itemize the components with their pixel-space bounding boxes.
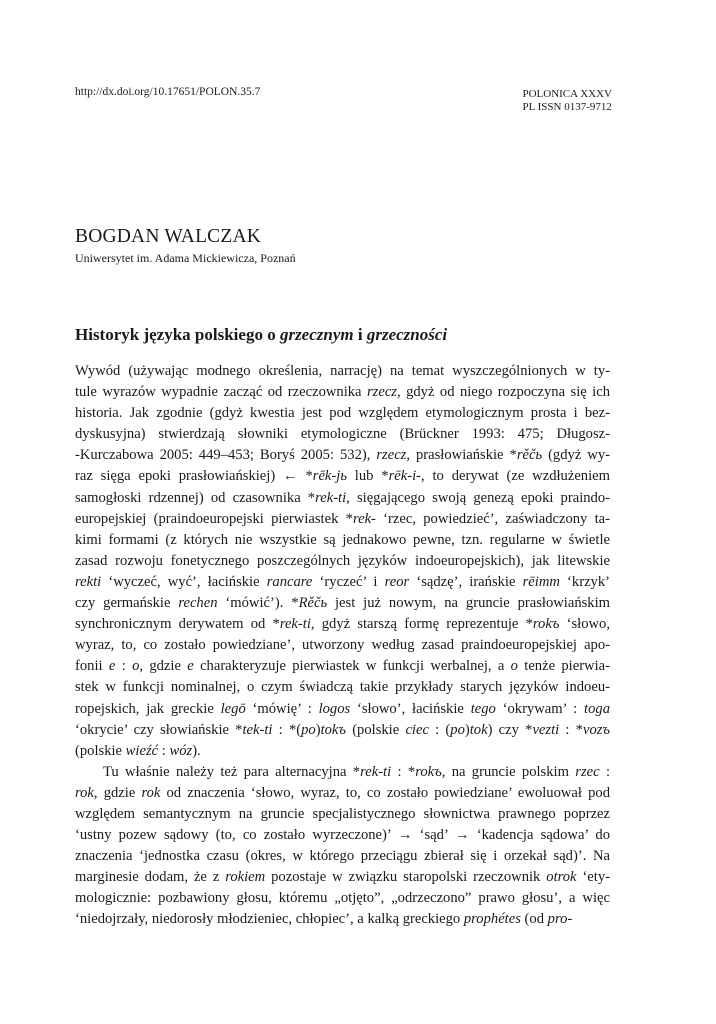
text-run: , prasłowiańskie * xyxy=(406,447,517,464)
text-run: ‘krzyk’ xyxy=(559,573,610,590)
body-line xyxy=(75,783,610,804)
text-run: -Kurczabowa 2005: 449–453; Boryś 2005: 532), xyxy=(75,447,377,464)
italic-term: rokъ xyxy=(415,763,442,780)
author-affiliation: Uniwersytet im. Adama Mickiewicza, Poznań xyxy=(75,251,296,265)
body-line xyxy=(75,677,610,698)
italic-term: prophétes xyxy=(463,911,521,928)
text-run: dyskusyjna) stwierdzają słowniki etymologiczne (Brückner 1993: 475; Długosz- xyxy=(75,426,610,443)
italic-term: rokiem xyxy=(225,869,266,886)
body-line xyxy=(75,867,610,888)
body-line xyxy=(75,551,610,572)
text-run: ‘sądzę’, irańskie xyxy=(409,573,523,590)
text-run: : xyxy=(158,742,170,759)
title-text: Historyk języka polskiego o xyxy=(75,325,280,344)
italic-term: po xyxy=(301,721,316,738)
body-line xyxy=(75,382,610,403)
text-run: ‘słowo, xyxy=(559,616,610,633)
text-run: , gdzie xyxy=(93,784,142,801)
text-run: ‘mówić’). * xyxy=(217,595,299,612)
author-name: BOGDAN WALCZAK xyxy=(75,226,262,247)
italic-term: rek- xyxy=(352,510,376,527)
italic-term: rek-ti xyxy=(315,489,347,506)
italic-term: legō xyxy=(220,700,246,717)
italic-term: vozъ xyxy=(582,721,610,738)
body-line xyxy=(75,846,610,867)
body-line xyxy=(75,720,610,741)
body-line xyxy=(75,699,610,720)
text-run: marginesie dodam, że z xyxy=(75,869,226,886)
body-line xyxy=(75,825,610,846)
italic-term: rzecz xyxy=(376,447,407,464)
text-run: ‘ryczeć’ i xyxy=(312,573,385,590)
italic-term: rechen xyxy=(178,595,218,612)
journal-info xyxy=(522,88,612,114)
text-run: europejskiej (praindoeuropejski pierwiastek * xyxy=(75,510,353,527)
title-text: i xyxy=(353,325,367,344)
italic-term: rěčь xyxy=(516,447,543,464)
title-term: grzeczności xyxy=(366,325,448,344)
italic-term: o xyxy=(510,658,518,675)
text-run: : *( xyxy=(272,721,302,738)
italic-term: e xyxy=(108,658,116,675)
text-run: ‘rzec, powiedzieć’, zaświadczony ta- xyxy=(375,510,610,527)
text-run: zasad rozwoju fonetycznego poszczególnych języków indoeuropejskich), jak litewskie xyxy=(75,552,610,569)
body-line xyxy=(75,572,610,593)
text-run: ). xyxy=(192,742,201,759)
text-run: mologicznie: pozbawiony głosu, któremu „otjęto”, „odrzeczono” prawo głosu’, a więc xyxy=(75,890,610,907)
text-run: , na gruncie polskim xyxy=(441,763,576,780)
italic-term: pro- xyxy=(547,911,573,928)
text-run: , gdyż starszą formę reprezentuje * xyxy=(310,616,533,633)
italic-term: rēimm xyxy=(522,573,560,590)
text-run: samogłoski rdzennej) od czasownika * xyxy=(75,489,316,506)
body-line xyxy=(75,593,610,614)
text-run: stek w funkcji nominalnej, o czym świadczą takie przykłady starych języków indoeu- xyxy=(75,679,610,696)
text-run: fonii xyxy=(75,658,109,675)
text-run: ) xyxy=(315,721,321,738)
text-run: ‘słowo’, łacińskie xyxy=(350,700,471,717)
text-run: od znaczenia ‘słowo, wyraz, to, co zostało powiedziane’ ewoluował pod xyxy=(160,784,610,801)
italic-term: rek-ti xyxy=(360,763,392,780)
italic-term: rzec xyxy=(575,763,600,780)
text-run: znaczenia ‘jednostka czasu (okres, w którego przeciągu zbierał się i orzekał sąd)’. Na xyxy=(75,848,610,865)
body-line xyxy=(75,509,610,530)
italic-term: rancare xyxy=(266,573,313,590)
italic-term: wóz xyxy=(169,742,193,759)
text-run: kimi formami (z których nie wszystkie są jednakowo pewne, tzn. regularne w świetle xyxy=(75,531,610,548)
italic-term: rek-ti xyxy=(279,616,311,633)
italic-term: tok xyxy=(469,721,488,738)
journal-name: POLONICA XXXV xyxy=(522,88,612,100)
body-line xyxy=(75,488,610,509)
text-run: pozostaje w związku staropolski rzeczownik xyxy=(265,869,547,886)
italic-term: rēk-i- xyxy=(388,468,422,485)
text-run: , sięgającego swoją genezą epoki praindo- xyxy=(346,489,610,506)
text-run: lub * xyxy=(346,468,389,485)
title-term: grzecznym xyxy=(279,325,354,344)
body-line xyxy=(75,466,610,487)
text-run: Tu właśnie należy też para alternacyjna * xyxy=(103,763,361,780)
body-line xyxy=(75,445,610,466)
article-title xyxy=(75,325,447,345)
article-body xyxy=(75,361,610,931)
text-run: ‘wyczeć, wyć’, łacińskie xyxy=(101,573,267,590)
body-line xyxy=(75,762,610,783)
text-run: : xyxy=(115,658,133,675)
text-run: charakteryzuje pierwiastek w funkcji werbalnej, a xyxy=(193,658,511,675)
body-line xyxy=(75,530,610,551)
body-line xyxy=(75,804,610,825)
text-run: historia. Jak zgodnie (gdyż kwestia jest pod względem etymologicznym prosta i bez- xyxy=(75,405,610,422)
text-run: wyraz, to, co zostało powiedziane’, utworzony według zasad praindoeuropejskiej apo- xyxy=(75,637,610,654)
text-run: Wywód (używając modnego określenia, narrację) na temat wyszczególnionych w ty- xyxy=(75,363,610,379)
italic-term: rekti xyxy=(75,573,102,590)
body-line xyxy=(75,614,610,635)
text-run: : ( xyxy=(428,721,451,738)
italic-term: o xyxy=(132,658,140,675)
body-line xyxy=(75,424,610,445)
text-run: ) xyxy=(464,721,470,738)
text-run: tule wyrazów wypadnie zacząć od rzeczownika xyxy=(75,384,367,401)
body-line xyxy=(75,403,610,424)
italic-term: logos xyxy=(318,700,351,717)
text-run: raz sięga epoki prasłowiańskiej) ← * xyxy=(75,468,313,485)
italic-term: Rěčь xyxy=(298,595,328,612)
text-run: (gdyż wy- xyxy=(542,447,610,464)
italic-term: tek-ti xyxy=(242,721,273,738)
italic-term: ciec xyxy=(405,721,429,738)
text-run: ‘okrywam’ : xyxy=(495,700,585,717)
italic-term: e xyxy=(187,658,194,675)
text-run: ‘okrycie’ czy słowiańskie * xyxy=(75,721,243,738)
text-run: ropejskich, jak greckie xyxy=(75,700,221,717)
text-run: , to derywat (ze wzdłużeniem xyxy=(421,468,610,485)
text-run: tenże pierwia- xyxy=(517,658,610,675)
journal-issn: PL ISSN 0137-9712 xyxy=(522,101,612,113)
text-run: czy germańskie xyxy=(75,595,179,612)
italic-term: otrok xyxy=(546,869,577,886)
text-run: ‘ustny pozew sądowy (to, co zostało wyrzeczone)’ → ‘sąd’ → ‘kadencja sądowa’ do xyxy=(75,827,610,844)
doi-link[interactable]: http://dx.doi.org/10.17651/POLON.35.7 xyxy=(75,86,261,98)
italic-term: po xyxy=(450,721,465,738)
body-line xyxy=(75,888,610,909)
italic-term: rokъ xyxy=(532,616,560,633)
body-line xyxy=(75,741,610,762)
body-line xyxy=(75,361,610,382)
text-run: : xyxy=(599,763,611,780)
text-run: ‘mówię’ : xyxy=(245,700,319,717)
body-line xyxy=(75,635,610,656)
italic-term: rok xyxy=(75,784,94,801)
text-run: , gdzie xyxy=(139,658,188,675)
italic-term: tego xyxy=(470,700,496,717)
italic-term: wieźć xyxy=(125,742,159,759)
text-run: : * xyxy=(559,721,583,738)
italic-term: reor xyxy=(384,573,410,590)
text-run: , gdyż od niego rozpoczyna się ich xyxy=(396,384,610,401)
italic-term: rzecz xyxy=(366,384,397,401)
italic-term: rok xyxy=(141,784,161,801)
text-run: ‘niedojrzały, niedorosły młodzieniec, chłopiec’, a kalką greckiego xyxy=(75,911,464,928)
text-run: synchronicznym derywatem od * xyxy=(75,616,280,633)
italic-term: toga xyxy=(584,700,610,717)
italic-term: rēk-jь xyxy=(312,468,347,485)
italic-term: vezti xyxy=(532,721,560,738)
text-run: (polskie xyxy=(345,721,406,738)
italic-term: tokъ xyxy=(320,721,346,738)
text-run: (polskie xyxy=(75,742,126,759)
body-line xyxy=(75,909,610,930)
body-line xyxy=(75,656,610,677)
text-run: ) czy * xyxy=(487,721,533,738)
text-run: ‘ety- xyxy=(576,869,610,886)
text-run: względem semantycznym na gruncie specjalistycznego słownictwa prawnego poprzez xyxy=(75,805,610,822)
text-run: : * xyxy=(391,763,416,780)
text-run: (od xyxy=(520,911,548,928)
text-run: jest już nowym, na gruncie prasłowiańskim xyxy=(327,595,610,612)
